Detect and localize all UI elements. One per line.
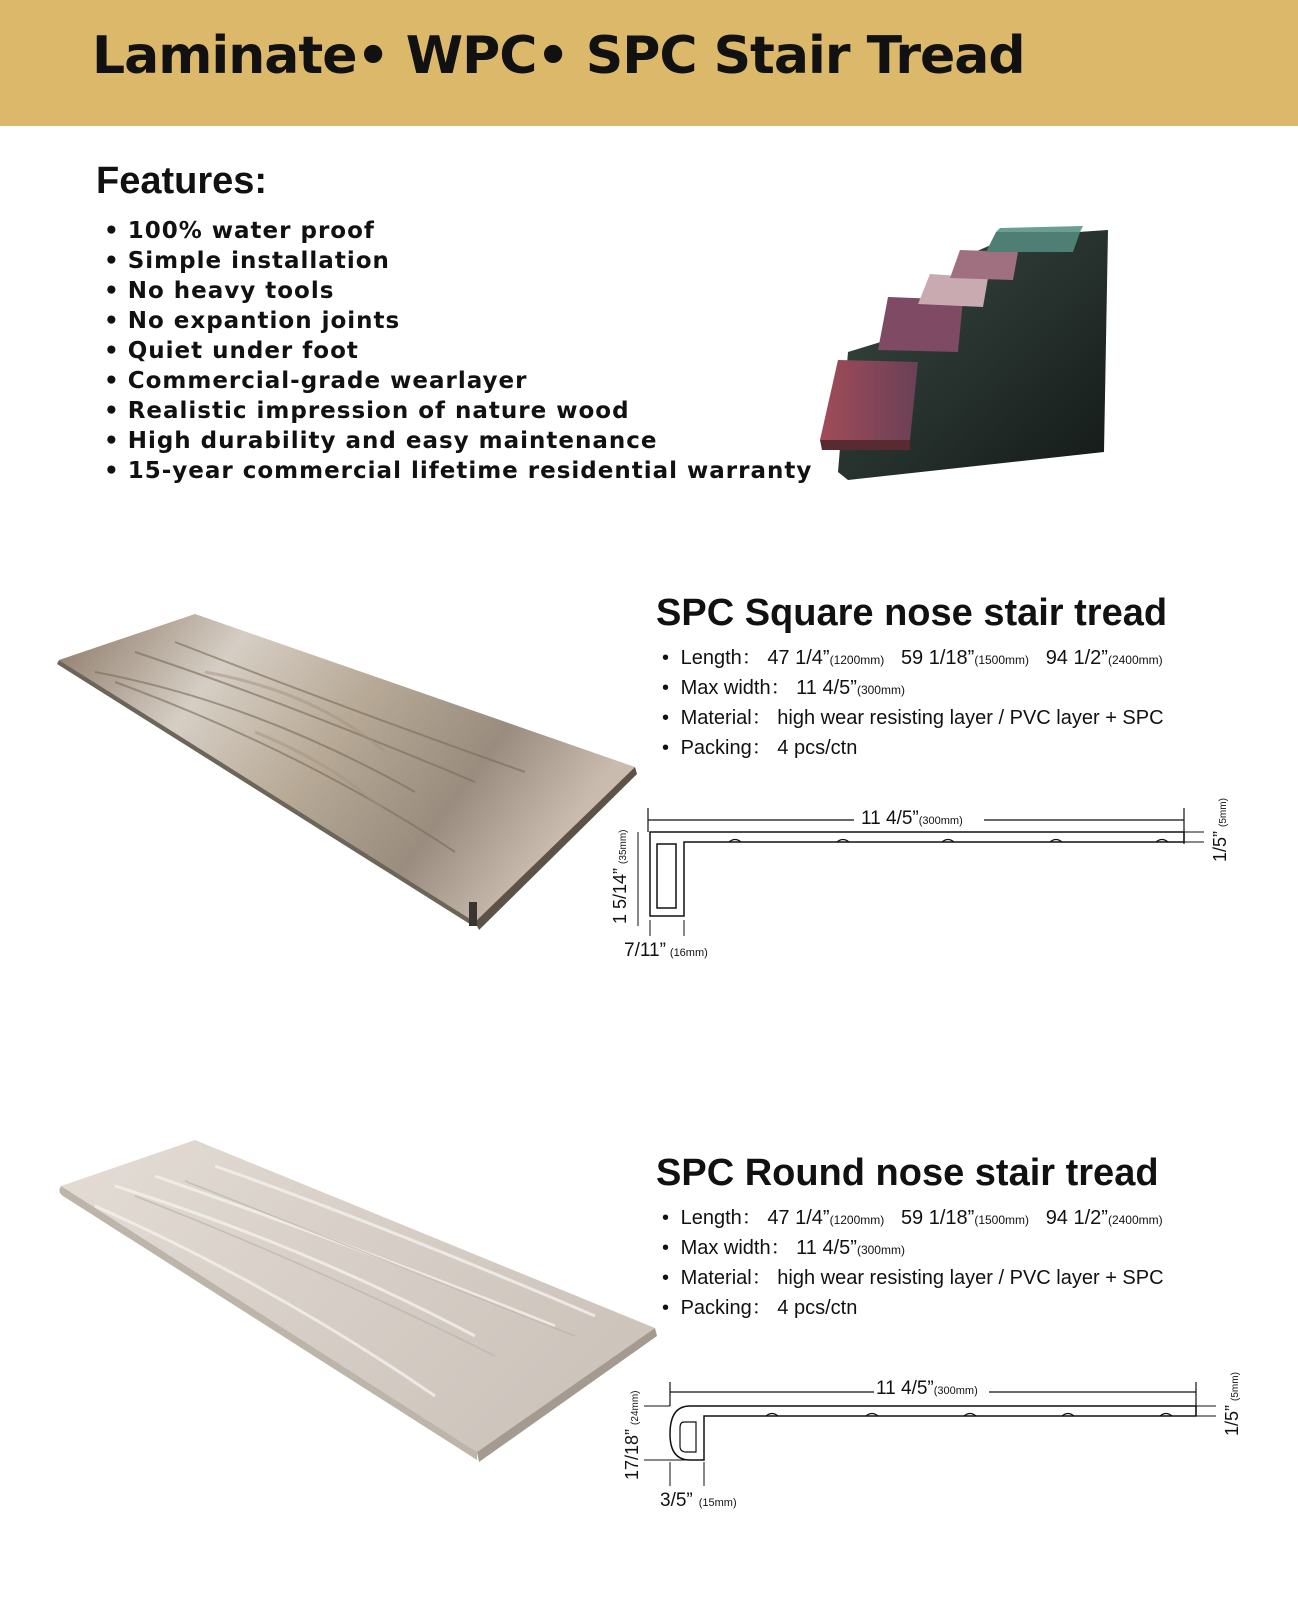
product-title: SPC Round nose stair tread [656, 1152, 1159, 1194]
diagram-height: 17/18” [622, 1428, 642, 1480]
feature-item: • No expantion joints [104, 306, 812, 336]
header-banner [0, 0, 1298, 126]
svg-text:17/18”(24mm): 17/18”(24mm) [622, 1390, 642, 1480]
round-nose-product [656, 1152, 1164, 1323]
feature-item: • 100% water proof [104, 216, 812, 246]
svg-text:1 5/14”(35mm): 1 5/14”(35mm) [610, 829, 630, 924]
square-nose-profile-diagram [604, 786, 1244, 966]
staircase-image [818, 222, 1128, 484]
features-heading: Features: [96, 160, 268, 202]
spec-list [662, 1203, 1164, 1323]
feature-item: • High durability and easy maintenance [104, 426, 812, 456]
spec-material: • Material： high wear resisting layer / PVC layer + SPC [662, 703, 1167, 733]
spec-width: • Max width： 11 4/5”(300mm) [662, 1233, 1164, 1263]
square-nose-tread-image [55, 612, 639, 930]
feature-item: • 15-year commercial lifetime residential warranty [104, 456, 812, 486]
spec-material: • Material： high wear resisting layer / PVC layer + SPC [662, 1263, 1164, 1293]
diagram-thickness: 1/5” [1222, 1404, 1242, 1436]
diagram-thickness: 1/5” [1210, 830, 1230, 862]
feature-item: • Realistic impression of nature wood [104, 396, 812, 426]
spec-length: • Length： 47 1/4”(1200mm) 59 1/18”(1500mm) 94 1/2”(2400mm) [662, 643, 1167, 673]
page-title: Laminate• WPC• SPC Stair Tread [92, 26, 1025, 86]
svg-text:11 4/5”(300mm): 11 4/5”(300mm) [861, 808, 963, 829]
round-nose-tread-image [55, 1136, 663, 1466]
diagram-width: 11 4/5” [876, 1378, 934, 1399]
spec-width: • Max width： 11 4/5”(300mm) [662, 673, 1167, 703]
spec-packing: • Packing： 4 pcs/ctn [662, 733, 1167, 763]
square-nose-product [656, 592, 1167, 763]
svg-text:11 4/5”(300mm): 11 4/5”(300mm) [876, 1378, 978, 1399]
product-title: SPC Square nose stair tread [656, 592, 1168, 634]
diagram-nose: 3/5” [660, 1490, 693, 1511]
spec-length: • Length： 47 1/4”(1200mm) 59 1/18”(1500mm) 94 1/2”(2400mm) [662, 1203, 1164, 1233]
diagram-nose: 7/11” [624, 940, 666, 961]
svg-text:1/5”(5mm): 1/5”(5mm) [1222, 1372, 1242, 1436]
feature-item: • Simple installation [104, 246, 812, 276]
diagram-height: 1 5/14” [610, 867, 630, 924]
svg-text:7/11”(16mm): 7/11” (16mm) [624, 940, 708, 961]
feature-item: • No heavy tools [104, 276, 812, 306]
svg-text:3/5”(15mm): 3/5” (15mm) [660, 1490, 737, 1511]
spec-list [662, 643, 1167, 763]
round-nose-profile-diagram [604, 1362, 1254, 1522]
feature-item: • Commercial-grade wearlayer [104, 366, 812, 396]
features-list [104, 216, 812, 486]
spec-packing: • Packing： 4 pcs/ctn [662, 1293, 1164, 1323]
diagram-width: 11 4/5” [861, 808, 919, 829]
feature-item: • Quiet under foot [104, 336, 812, 366]
svg-text:1/5”(5mm): 1/5”(5mm) [1210, 798, 1230, 862]
